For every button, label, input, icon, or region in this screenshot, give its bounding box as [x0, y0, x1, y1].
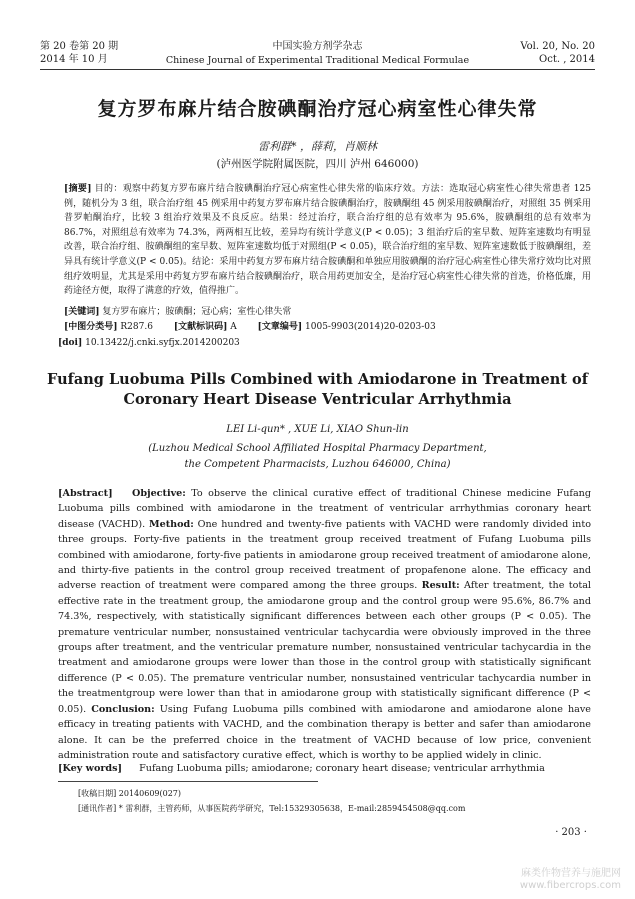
article-title-en: Fufang Luobuma Pills Combined with Amiodarone in Treatment of Coronary Heart Disease Ventricular Arrhythmia: [47, 371, 588, 408]
corresponding-author: [通讯作者] * 雷利群，主管药师，从事医院药学研究，Tel:15329305638，E-mail:2859454508@qq.com: [78, 804, 466, 813]
objective-label: Objective:: [132, 488, 186, 499]
doi-line: [58, 336, 591, 350]
header-volume-cn: 第 20 卷第 20 期: [40, 41, 119, 52]
conclusion-text: Using Fufang Luobuma pills combined with amiodarone and amiodarone alone have efficacy in treating patients with VACHD, and the combination therapy is better and safer than amiodarone alone. It can be the preferred choice in the treatment of VACHD because of low price, convenient administration route and satisfactory curative effect, which is worthy to be applied widely in clinic.: [58, 703, 591, 761]
article-no-label: [文章编号]: [257, 322, 303, 332]
classification-line: [64, 320, 591, 334]
keywords-cn-label: [关键词]: [64, 307, 100, 317]
header-volume-en: Vol. 20, No. 20: [520, 41, 595, 52]
doc-code-label: [文献标识码]: [173, 322, 228, 332]
article-no-value: 1005-9903(2014)20-0203-03: [305, 322, 436, 332]
conclusion-label: Conclusion:: [91, 703, 155, 715]
article-title-cn: 复方罗布麻片结合胺碘酮治疗冠心病室性心律失常: [97, 98, 538, 120]
journal-name-cn: 中国实验方剂学杂志: [272, 41, 363, 52]
affiliation-cn: (泸州医学院附属医院，四川 泸州 646000): [216, 158, 419, 170]
abstract-cn-text: 目的：观察中药复方罗布麻片结合胺碘酮治疗冠心病室性心律失常的临床疗效。方法：选取冠心病室性心律失常患者 125 例，随机分为 3 组，联合治疗组 45 例采用中药复方罗布麻片结合胺碘酮治疗，胺碘酮组 45 例采用胺碘酮治疗，对照组 35 例采用普罗帕酮治疗，比较 3 组治疗效果及不良反应。结果：经过治疗，联合治疗组的总有效率为 95.6%，胺碘酮组的总有效率为 86.7%，对照组总有效率为 74.3%，两两相互比较，差异均有统计学意义(P < 0.05)；3 组治疗后的室早数、短阵室速数均有明显改善，联合治疗组、胺碘酮组的室早数、短阵室速数均低于对照组(P < 0.05)，联合治疗组的室早数、短阵室速数低于胺碘酮组，差异具有统计学意义(P < 0.05)。结论：采用中药复方罗布麻片结合胺碘酮和单独应用胺碘酮的治疗冠心病室性心律失常疗效均比对照组疗效明显，尤其是采用中药复方罗布麻片结合胺碘酮治疗，联合用药更加安全，是治疗冠心病室性心律失常的首选，价格低廉，用药途径方便，取得了满意的疗效，值得推广。: [64, 184, 591, 297]
footnotes: [78, 786, 591, 816]
authors-en: LEI Li-qun* , XUE Li, XIAO Shun-lin: [226, 424, 409, 435]
header-date-cn: 2014 年 10 月: [40, 54, 108, 65]
watermark: [520, 868, 621, 892]
received-date: [收稿日期] 20140609(027): [78, 789, 182, 798]
header-date-en: Oct. , 2014: [539, 54, 595, 65]
keywords-cn-text: 复方罗布麻片；胺碘酮；冠心病；室性心律失常: [102, 307, 292, 317]
doi-value: 10.13422/j.cnki.syfjx.2014200203: [85, 338, 240, 348]
page-number: · 203 ·: [555, 827, 587, 838]
clc-value: R287.6: [120, 322, 153, 332]
keywords-en-text: Fufang Luobuma pills; amiodarone; coronary heart disease; ventricular arrhythmia: [139, 763, 545, 774]
journal-name-en: Chinese Journal of Experimental Traditional Medical Formulae: [165, 55, 470, 66]
watermark-line1: 麻类作物营养与施肥网: [521, 868, 621, 879]
keywords-cn: [64, 305, 591, 319]
header-rule: [40, 69, 595, 70]
abstract-cn: [64, 182, 591, 299]
doc-code-value: A: [230, 322, 237, 332]
abstract-cn-label: [摘要]: [64, 184, 92, 194]
affiliation-en: [0, 441, 635, 473]
abstract-en-label: [Abstract]: [58, 488, 113, 499]
keywords-en: [58, 762, 591, 776]
watermark-line2: www.fibercrops.com: [519, 880, 621, 891]
authors-cn: 雷利群* ，薛莉，肖顺林: [258, 140, 377, 153]
objective-text: To observe the clinical curative effect of traditional Chinese medicine Fufang Luobuma pills combined with amiodarone in the treatment of ventricular arrhythmias coronary heart disease (VACHD).: [58, 488, 591, 530]
clc-label: [中图分类号]: [64, 322, 118, 332]
method-text: One hundred and twenty-five patients with VACHD were randomly divided into three groups. Forty-five patients in the treatment group received treatment of Fufang Luobuma pills combined with amiodarone, forty-five patients in amiodarone group received treatment of amiodarone alone, and thirty-five patients in the control group received treatment of propafenone alone. The efficacy and adverse reaction of treatment were compared among the three groups.: [58, 518, 591, 592]
footnote-rule: [58, 781, 318, 782]
doi-label: [doi]: [58, 338, 83, 348]
affiliation-en-line1: (Luzhou Medical School Affiliated Hospital Pharmacy Department,: [148, 443, 487, 454]
affiliation-en-line2: the Competent Pharmacists, Luzhou 646000, China): [184, 459, 451, 470]
keywords-en-label: [Key words]: [58, 763, 123, 774]
abstract-en: [58, 486, 591, 763]
method-label: Method:: [149, 518, 194, 530]
result-text: After treatment, the total effective rate in the treatment group, the amiodarone group and the control group were 95.6%, 86.7% and 74.3%, respectively, with statistically significant differences between each other groups (P < 0.05). The premature ventricular number, nonsustained ventricular tachycardia were obviously improved in the three groups after treatment, and the ventricular premature number, nonsustained ventricular tachycardia in the treatment and amiodarone groups were lower than those in the control group with statistically significant difference (P < 0.05). The premature ventricular number, nonsustained ventricular tachycardia number in the treatmentgroup were lower than that in amiodarone group with statistically significant difference (P < 0.05).: [58, 580, 591, 715]
result-label: Result:: [421, 580, 460, 592]
header-issue-en: [520, 40, 595, 66]
